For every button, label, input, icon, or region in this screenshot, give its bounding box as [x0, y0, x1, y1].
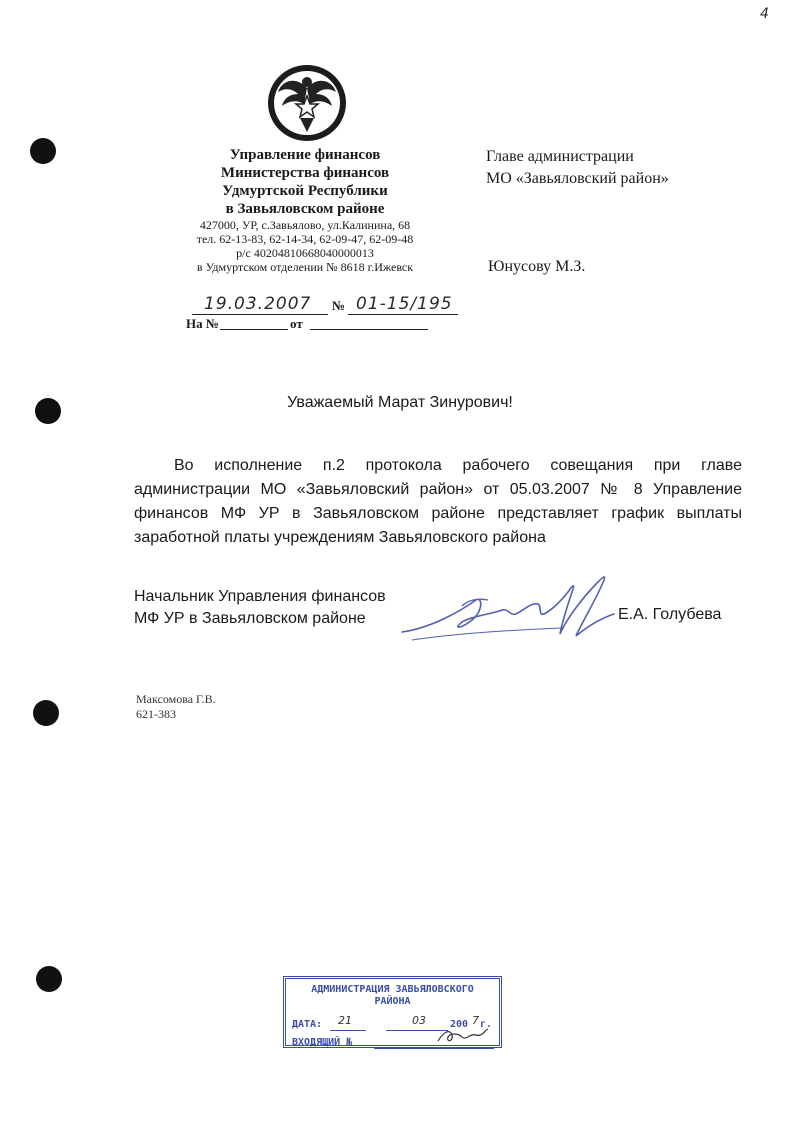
letter-body: Во исполнение п.2 протокола рабочего совещания при главе администрации МО «Завьяловский район» от 05.03.2007 № 8 Управление финансов МФ УР в Завьяловском районе представляет график выплаты заработной платы учреждениям Завьяловского района — [134, 457, 742, 546]
sender-org-line: Министерства финансов — [220, 165, 390, 181]
stamp-date-label: ДАТА: — [292, 1019, 323, 1030]
signatory-title — [134, 586, 386, 630]
stamp-title: АДМИНИСТРАЦИЯ ЗАВЬЯЛОВСКОГО — [311, 984, 474, 995]
outgoing-number: 01-15/195 — [356, 294, 453, 314]
number-label: № — [332, 298, 346, 313]
reply-underline — [220, 329, 288, 330]
stamp-incoming-label: ВХОДЯЩИЙ № — [292, 1037, 353, 1048]
reply-label: На № — [186, 316, 219, 331]
sender-detail-line: 427000, УР, с.Завьялово, ул.Калинина, 68 — [199, 218, 411, 232]
executor-block — [136, 692, 216, 722]
executor-phone: 621-383 — [136, 707, 176, 721]
stamp-year-prefix: 200 — [450, 1019, 469, 1030]
binder-hole-icon — [33, 700, 59, 726]
sender-detail-line: тел. 62-13-83, 62-14-34, 62-09-47, 62-09-48 — [196, 232, 414, 246]
stamp-year-suffix: г. — [480, 1019, 493, 1030]
date-underline — [192, 314, 328, 315]
addressee-block — [486, 146, 669, 190]
sender-org-line: Удмуртской Республики — [222, 183, 388, 199]
stamp-incoming-underline — [374, 1048, 494, 1049]
from-underline — [310, 329, 428, 330]
outgoing-date: 19.03.2007 — [204, 294, 312, 314]
sender-detail-line: в Удмуртском отделении № 8618 г.Ижевск — [196, 260, 414, 274]
addressee-line: МО «Завьяловский район» — [486, 170, 669, 187]
sender-block — [180, 146, 430, 274]
addressee-name: Юнусову М.З. — [488, 258, 586, 275]
signatory-title-line: Начальник Управления финансов — [134, 588, 386, 605]
signatory-name: Е.А. Голубева — [618, 606, 722, 623]
stamp-year: 7 — [472, 1014, 479, 1027]
udmurt-emblem-icon — [264, 58, 350, 144]
incoming-stamp — [283, 976, 502, 1048]
stamp-day: 21 — [338, 1014, 352, 1027]
salutation: Уважаемый Марат Зинурович! — [287, 394, 513, 411]
stamp-title: РАЙОНА — [374, 996, 411, 1007]
registration-line — [186, 294, 476, 334]
stamp-day-underline — [330, 1030, 366, 1031]
addressee-line: Главе администрации — [486, 148, 634, 165]
sender-org-line: Управление финансов — [229, 147, 381, 163]
binder-hole-icon — [30, 138, 56, 164]
from-label: от — [290, 316, 303, 331]
handwritten-signature — [392, 570, 632, 650]
sender-detail-line: р/с 40204810668040000013 — [236, 246, 374, 260]
page-number: 4 — [760, 6, 769, 22]
executor-name: Максомова Г.В. — [136, 692, 216, 706]
number-underline — [348, 314, 458, 315]
sender-org-line: в Завьяловском районе — [225, 201, 385, 217]
stamp-month: 03 — [412, 1014, 426, 1027]
binder-hole-icon — [36, 966, 62, 992]
signatory-title-line: МФ УР в Завьяловском районе — [134, 610, 366, 627]
stamp-initials — [436, 1027, 496, 1045]
